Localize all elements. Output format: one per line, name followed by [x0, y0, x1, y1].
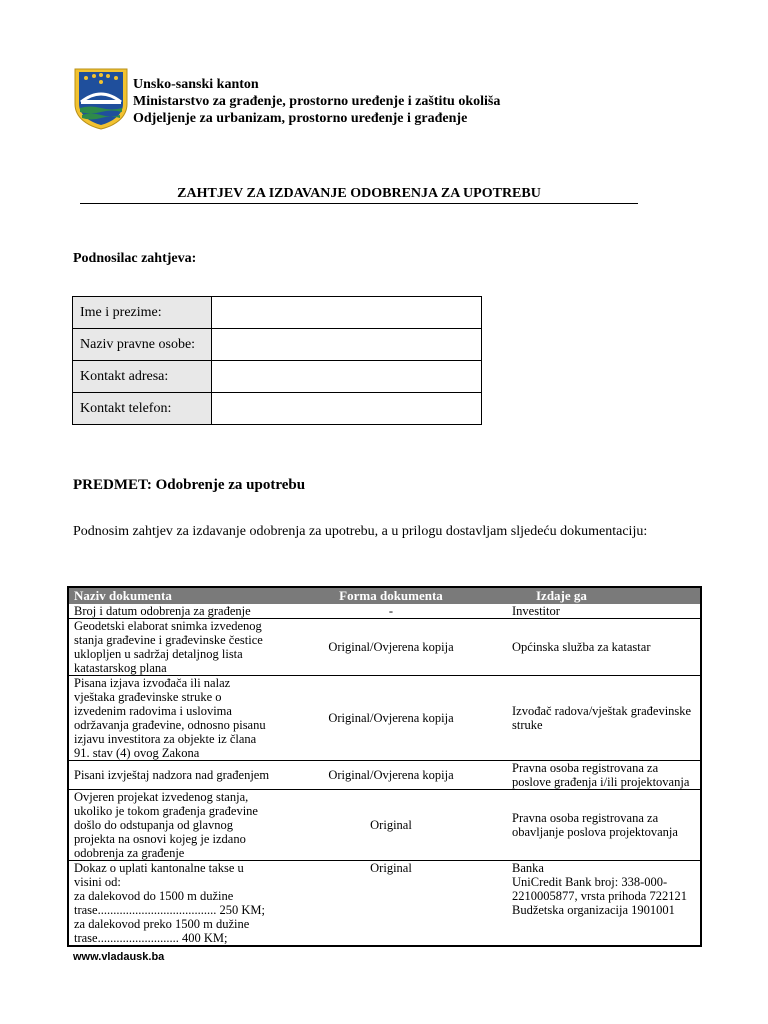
applicant-row-address: [73, 361, 482, 393]
document-title: ZAHTJEV ZA IZDAVANJE ODOBRENJA ZA UPOTREBU: [177, 186, 541, 201]
document-name: Pisana izjava izvođača ili nalaz vještaka građevinske struke o izvedenim radovima i uslovima održavanja građevine, odnosno pisanu izjavu investitora za objekte iz člana 91. stav (4) ovog Zakona: [68, 676, 276, 761]
document-form: Original: [370, 861, 412, 875]
document-issuer: Izvođač radova/vještak građevinske struke: [506, 676, 701, 761]
applicant-label: Naziv pravne osobe:: [73, 329, 212, 361]
document-name: Dokaz o uplati kantonalne takse u visini od: za dalekovod do 1500 m dužine trase...................................... 250 KM; za dalekovod preko 1500 m dužine trase.......................... 400 KM;: [74, 861, 265, 945]
footer-url: www.vladausk.ba: [73, 951, 165, 963]
applicant-heading: Podnosilac zahtjeva:: [73, 251, 197, 266]
table-row: [68, 676, 701, 761]
applicant-row-company: [73, 329, 482, 361]
applicant-label: Ime i prezime:: [73, 297, 212, 329]
column-header-name: Naziv dokumenta: [68, 587, 276, 604]
title-underline: [80, 203, 638, 204]
document-issuer: Investitor: [506, 604, 701, 619]
canton-coat-of-arms-icon: [74, 68, 128, 130]
documents-header-row: [68, 587, 701, 604]
applicant-row-name: [73, 297, 482, 329]
applicant-table: [72, 296, 482, 425]
applicant-address-field[interactable]: [212, 361, 482, 393]
table-row: [68, 604, 701, 619]
applicant-label: Kontakt telefon:: [73, 393, 212, 425]
document-name: Broj i datum odobrenja za građenje: [68, 604, 276, 619]
applicant-company-field[interactable]: [212, 329, 482, 361]
table-row: [68, 619, 701, 676]
header-canton-name: Unsko-sanski kanton: [133, 77, 259, 92]
document-form: Original/Ovjerena kopija: [276, 761, 506, 790]
document-form: -: [276, 604, 506, 619]
document-form: Original: [276, 790, 506, 861]
intro-text: Podnosim zahtjev za izdavanje odobrenja za upotrebu, a u prilogu dostavljam sljedeću dokumentaciju:: [73, 524, 648, 539]
document-name: Ovjeren projekat izvedenog stanja, ukoliko je tokom građenja građevine došlo do odstupanja od glavnog projekta na osnovi kojeg je izdano odobrenja za građenje: [68, 790, 276, 861]
subject-line: PREDMET: Odobrenje za upotrebu: [73, 477, 306, 493]
document-issuer: Općinska služba za katastar: [506, 619, 701, 676]
documents-table: [67, 586, 702, 947]
header-department-name: Odjeljenje za urbanizam, prostorno uređenje i građenje: [133, 111, 468, 126]
table-row: [68, 861, 701, 947]
document-form: Original/Ovjerena kopija: [276, 676, 506, 761]
table-row: [68, 790, 701, 861]
header-ministry-name: Ministarstvo za građenje, prostorno uređenje i zaštitu okoliša: [133, 94, 501, 109]
document-name: Geodetski elaborat snimka izvedenog stanja građevine i građevinske čestice uklopljen u sadržaj detaljnog lista katastarskog plana: [68, 619, 276, 676]
table-row: [68, 761, 701, 790]
applicant-row-phone: [73, 393, 482, 425]
column-header-issuer: Izdaje ga: [506, 587, 701, 604]
applicant-name-field[interactable]: [212, 297, 482, 329]
document-form: Original/Ovjerena kopija: [276, 619, 506, 676]
applicant-label: Kontakt adresa:: [73, 361, 212, 393]
document-issuer: Banka UniCredit Bank broj: 338-000-2210005877, vrsta prihoda 722121 Budžetska organizacija 1901001: [512, 861, 687, 917]
column-header-form: Forma dokumenta: [276, 587, 506, 604]
document-name: Pisani izvještaj nadzora nad građenjem: [68, 761, 276, 790]
document-issuer: Pravna osoba registrovana za obavljanje poslova projektovanja: [506, 790, 701, 861]
document-issuer: Pravna osoba registrovana za poslove građenja i/ili projektovanja: [506, 761, 701, 790]
applicant-phone-field[interactable]: [212, 393, 482, 425]
